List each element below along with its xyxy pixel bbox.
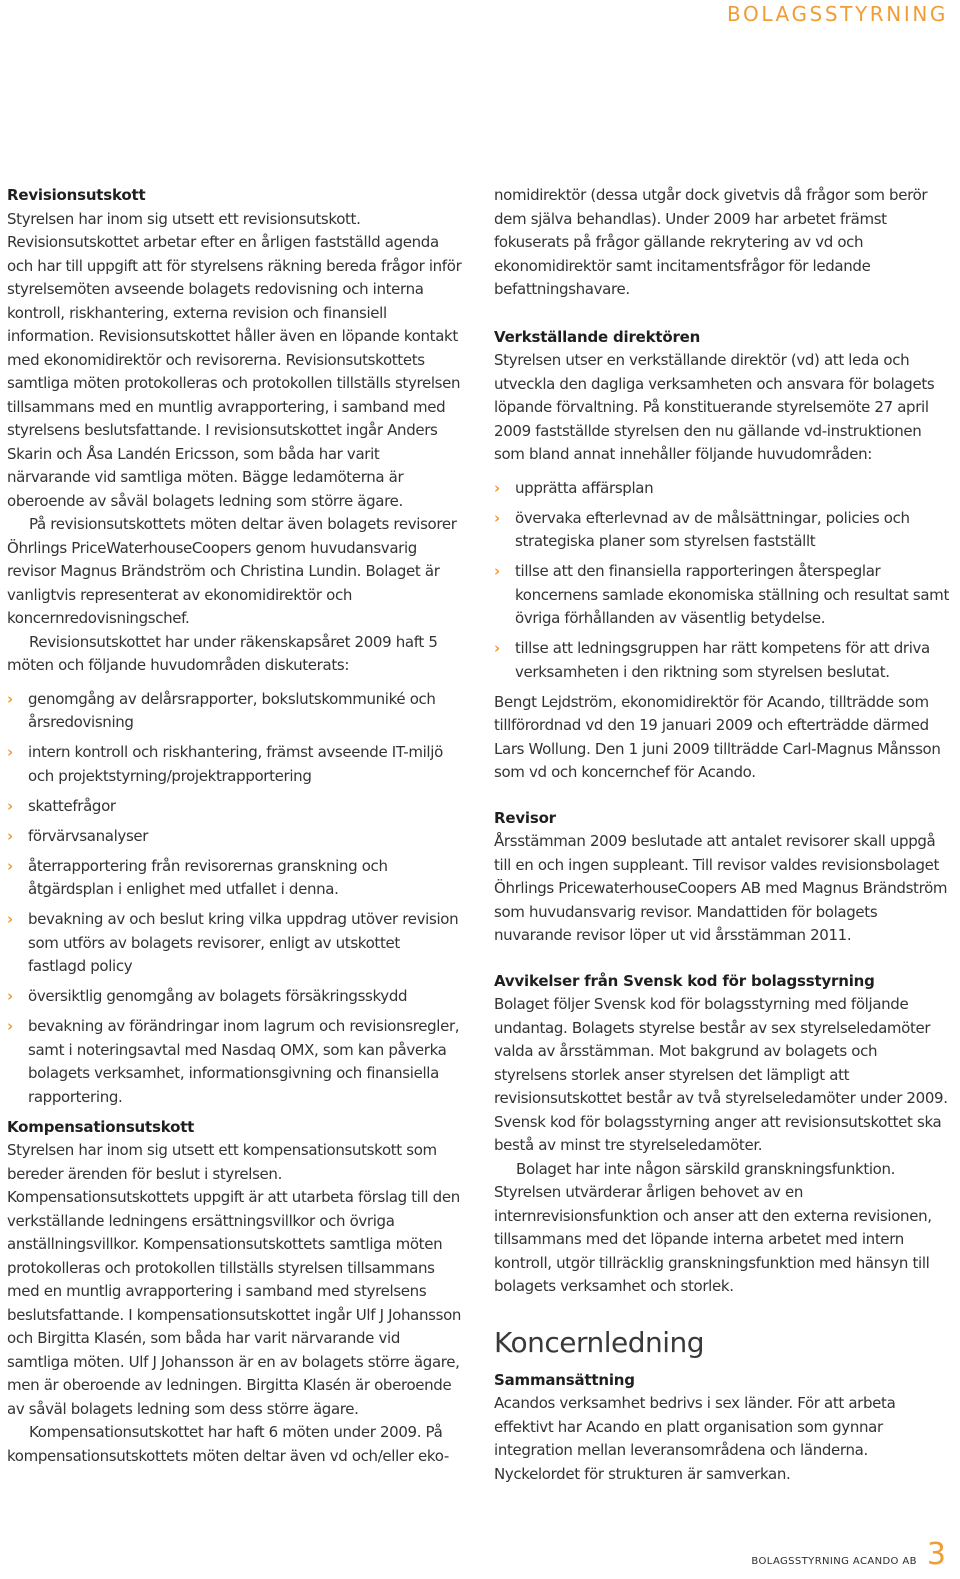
kompensationsutskott-paragraph-1: Styrelsen har inom sig utsett ett kompensationsutskott som bereder ärenden för beslut i styrelsen. Kompensationsutskottets uppgift är att utarbeta förslag till den verkställande ledningens ersättningsvillkor och övriga anställningsvillkor. Kompensationsutskottets samtliga möten protokolleras och protokollen tillställs styrelsen tillsammans med en muntlig avrapportering i samband med styrelsens beslutsfattande. I kompensationsutskottet ingår Ulf J Johansson och Birgitta Klasén, som båda har varit närvarande vid samtliga möten. Ulf J Johansson är en av bolagets större ägare, men är oberoende av ledningen. Birgitta Klasén är oberoende av såväl bolagets ledning som dess större ägare.	[7, 1141, 462, 1418]
sammansattning-paragraph: Acandos verksamhet bedrivs i sex länder. För att arbeta effektivt har Acando en platt organisation som gynnar integration mellan leveransområdena och länderna. Nyckelordet för strukturen är samverkan.	[494, 1394, 896, 1483]
revisionsutskott-paragraph-2: På revisionsutskottets möten deltar även bolagets revisorer Öhrlings PriceWaterhouseCoopers genom huvudansvarig revisor Magnus Brändström och Christina Lundin. Bolaget är vanligtvis representerat av ekonomidirektör och koncernredovisningschef.	[7, 515, 457, 627]
section-tag: BOLAGSSTYRNING	[727, 2, 948, 26]
chevron-right-icon: ›	[7, 910, 13, 928]
koncernledning-heading: Koncernledning	[494, 1325, 705, 1359]
chevron-right-icon: ›	[494, 508, 500, 527]
list-item: › översiktlig genomgång av bolagets försäkringsskydd	[7, 985, 462, 1009]
list-item: › genomgång av delårsrapporter, bokslutskommuniké och årsredovisning	[7, 689, 436, 731]
chevron-right-icon: ›	[7, 826, 13, 845]
revisionsutskott-paragraph-1: Styrelsen har inom sig utsett ett revisionsutskott. Revisionsutskottet arbetar efter en årligen fastställd agenda och har till uppgift att för styrelsens räkning bereda frågor inför styrelsemöten avseende bolagets redovisning och interna kontroll, riskhantering, externa revision och finansiell information. Revisionsutskottet håller även en löpande kontakt med ekonomidirektör och revisorerna. Revisionsutskottets samtliga möten protokolleras och protokollen tillställs styrelsen tillsammans med en muntlig avrapportering, i samband med styrelsens beslutsfattande. I revisionsutskottet ingår Anders Skarin och Åsa Landén Ericsson, som båda har varit närvarande vid samtliga möten. Bägge ledamöterna är oberoende av såväl bolagets ledning som större ägare.	[7, 209, 462, 510]
page-footer	[751, 1537, 946, 1572]
revisionsutskott-heading: Revisionsutskott	[7, 186, 146, 204]
list-item: › intern kontroll och riskhantering, främst avseende IT-miljö och projektstyrning/projektrapportering	[7, 743, 443, 785]
revisor-heading: Revisor	[494, 808, 556, 827]
list-item: › bevakning av och beslut kring vilka uppdrag utöver revision som utförs av bolagets revisorer, enligt av utskottet fastlagd policy	[7, 910, 459, 975]
list-item: › upprätta affärsplan	[494, 477, 949, 501]
kompensationsutskott-paragraph-2-continued: nomidirektör (dessa utgår dock givetvis då frågor som berör dem själva behandlas). Under 2009 har arbetet främst fokuserats på frågor gällande rekrytering av vd och ekonomidirektör samt incitamentsfrågor för ledande befattningshavare.	[494, 186, 928, 298]
chevron-right-icon: ›	[7, 856, 13, 875]
page-number: 3	[926, 1537, 946, 1572]
list-item: › återrapportering från revisorernas granskning och åtgärdsplan i enlighet med utfallet i denna.	[7, 856, 388, 898]
kompensationsutskott-paragraph-2: Kompensationsutskottet har haft 6 möten under 2009. På kompensationsutskottets möten deltar även vd och/eller eko-	[7, 1423, 449, 1465]
chevron-right-icon: ›	[7, 689, 13, 708]
chevron-right-icon: ›	[7, 1017, 13, 1035]
revisionsutskott-paragraph-3: Revisionsutskottet har under räkenskapsåret 2009 haft 5 möten och följande huvudområden diskuterats:	[7, 632, 438, 674]
chevron-right-icon: ›	[7, 796, 13, 815]
chevron-right-icon: ›	[494, 478, 500, 497]
left-column	[7, 184, 462, 1468]
chevron-right-icon: ›	[494, 562, 500, 580]
kompensationsutskott-heading: Kompensationsutskott	[7, 1117, 195, 1136]
list-item: › tillse att ledningsgruppen har rätt kompetens för att driva verksamheten i den riktning som styrelsen beslutat.	[494, 639, 930, 681]
chevron-right-icon: ›	[7, 987, 13, 1005]
vd-paragraph-2: Bengt Lejdström, ekonomidirektör för Acando, tillträdde som tillförordnad vd den 19 januari 2009 och efterträdde därmed Lars Wollung. Den 1 juni 2009 tillträdde Carl-Magnus Månsson som vd och koncernchef för Acando.	[494, 692, 941, 781]
revisionsutskott-topics-list	[7, 688, 462, 1110]
chevron-right-icon: ›	[7, 743, 13, 761]
footer-label: BOLAGSSTYRNING ACANDO AB	[751, 1556, 917, 1567]
list-item: › skattefrågor	[7, 795, 462, 819]
avvikelser-paragraph-2: Bolaget har inte någon särskild granskningsfunktion. Styrelsen utvärderar årligen behovet av en internrevisionsfunktion och anser att den externa revisionen, tillsammans med det löpande interna arbetet med intern kontroll, utgör tillräcklig granskningsfunktion med hänsyn till bolagets verksamhet och storlek.	[494, 1159, 932, 1295]
vd-areas-list	[494, 477, 949, 685]
vd-heading: Verkställande direktören	[494, 327, 701, 346]
avvikelser-paragraph-1: Bolaget följer Svensk kod för bolagsstyrning med följande undantag. Bolagets styrelse består av sex styrelseledamöter valda av årsstämman. Mot bakgrund av bolagets och styrelsens storlek anser styrelsen det lämpligt att revisionsutskottet består av två styrelseledamöter under 2009. Svensk kod för bolagsstyrning anger att revisionsutskottet ska bestå av minst tre styrelseledamöter.	[494, 995, 948, 1154]
list-item: › förvärvsanalyser	[7, 825, 462, 849]
list-item: › tillse att den finansiella rapporteringen återspeglar koncernens samlade ekonomiska ställning och resultat samt övriga förhållanden av väsentlig betydelse.	[494, 562, 949, 627]
right-column	[494, 184, 949, 1486]
revisor-paragraph: Årsstämman 2009 beslutade att antalet revisorer skall uppgå till en och ingen suppleant. Till revisor valdes revisionsbolaget Öhrlings PricewaterhouseCoopers AB med Magnus Brändström som huvudansvarig revisor. Mandattiden för bolagets nuvarande revisor löper ut vid årsstämman 2011.	[494, 832, 948, 944]
list-item: › bevakning av förändringar inom lagrum och revisionsregler, samt i noteringsavtal med Nasdaq OMX, som kan påverka bolagets verksamhet, informationsgivning och finansiella rapportering.	[7, 1017, 460, 1106]
vd-paragraph-1: Styrelsen utser en verkställande direktör (vd) att leda och utveckla den dagliga verksamheten och ansvara för bolagets löpande förvaltning. På konstituerande styrelsemöte 27 april 2009 fastställde styrelsen den nu gällande vd-instruktionen som bland annat innehåller följande huvudområden:	[494, 351, 935, 463]
list-item: › övervaka efterlevnad av de målsättningar, policies och strategiska planer som styrelsen fastställt	[494, 508, 910, 550]
chevron-right-icon: ›	[494, 639, 500, 657]
avvikelser-heading: Avvikelser från Svensk kod för bolagsstyrning	[494, 971, 875, 990]
sammansattning-heading: Sammansättning	[494, 1370, 635, 1389]
